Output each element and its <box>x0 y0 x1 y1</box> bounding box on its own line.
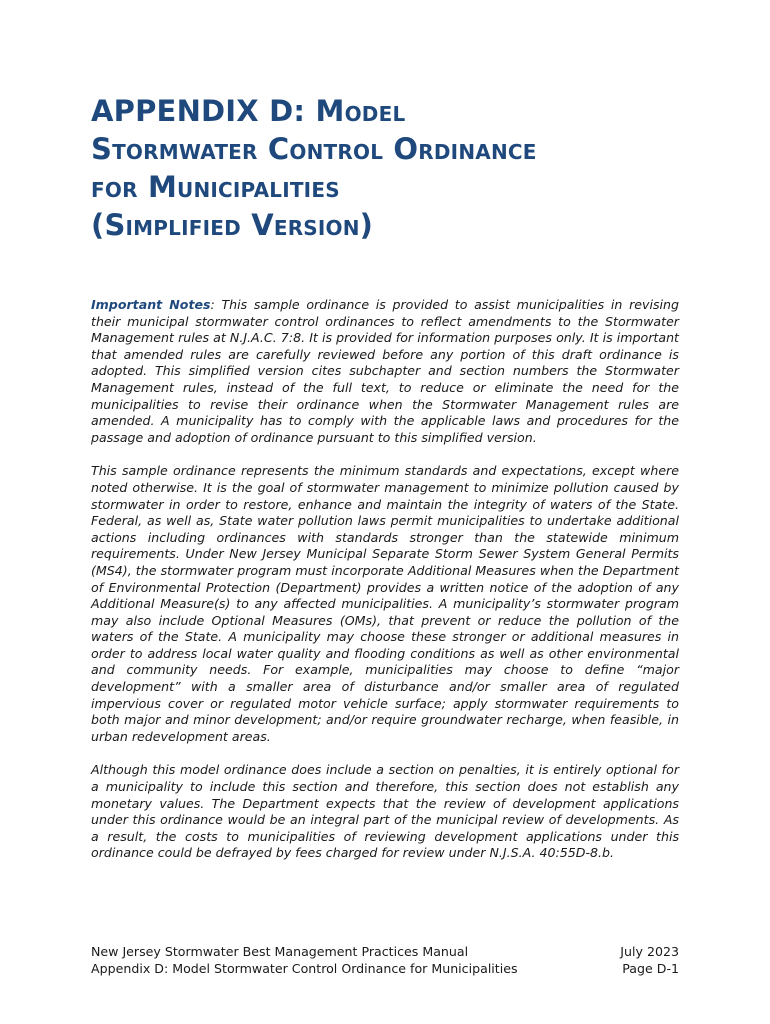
footer-page-number: Page D-1 <box>622 960 679 976</box>
important-notes-paragraph <box>91 297 679 446</box>
footer-date: July 2023 <box>620 944 679 959</box>
document-body <box>91 297 679 879</box>
footer-right <box>620 944 679 977</box>
document-page <box>91 0 679 1024</box>
footer-left <box>91 944 518 977</box>
footer-appendix-title: Appendix D: Model Stormwater Control Ordinance for Municipalities <box>91 960 518 976</box>
title-line-3: for Municipalities <box>91 170 340 204</box>
ordinance-standards-paragraph: This sample ordinance represents the minimum standards and expectations, except where noted otherwise. It is the goal of stormwater management to minimize pollution caused by stormwater in order to restore, enhance and maintain the integrity of waters of the State. Federal, as well as, State water pollution laws permit municipalities to undertake additional actions including ordinances with standards stronger than the statewide minimum requirements. Under New Jersey Municipal Separate Storm Sewer System General Permits (MS4), the stormwater program must incorporate Additional Measures when the Department of Environmental Protection (Department) provides a written notice of the adoption of any Additional Measure(s) to any affected municipalities. A municipality’s stormwater program may also include Optional Measures (OMs), that prevent or reduce the pollution of the waters of the State. A municipality may choose these stronger or additional measures in order to address local water quality and flooding conditions as well as other environmental and community needs. For example, municipalities may choose to define “major development” with a smaller area of disturbance and/or smaller area of regulated impervious cover or regulated motor vehicle surface; apply stormwater requirements to both major and minor development; and/or require groundwater recharge, when feasible, in urban redevelopment areas. <box>91 463 679 744</box>
important-notes-text: : This sample ordinance is provided to assist municipalities in revising their municipal stormwater control ordinances to reflect amendments to the Stormwater Management rules at N.J.A.C. 7:8. It is provided for information purposes only. It is important that amended rules are carefully reviewed before any portion of this draft ordinance is adopted. This simplified version cites subchapter and section numbers the Stormwater Management rules, instead of the full text, to reduce or eliminate the need for the municipalities to revise their ordinance when the Stormwater Management rules are amended. A municipality has to comply with the applicable laws and procedures for the passage and adoption of ordinance pursuant to this simplified version. <box>91 297 679 445</box>
footer-manual-title: New Jersey Stormwater Best Management Practices Manual <box>91 944 469 959</box>
title-line-1: APPENDIX D: Model <box>91 94 406 128</box>
document-title <box>91 92 711 244</box>
title-line-4: (Simplified Version) <box>91 208 374 242</box>
penalties-paragraph: Although this model ordinance does include a section on penalties, it is entirely optional for a municipality to include this section and therefore, this section does not establish any monetary values. The Department expects that the review of development applications under this ordinance would be an integral part of the municipal review of developments. As a result, the costs to municipalities of reviewing development applications under this ordinance could be defrayed by fees charged for review under N.J.S.A. 40:55D-8.b. <box>91 762 679 861</box>
important-notes-label: Important Notes <box>91 297 211 312</box>
title-line-2: Stormwater Control Ordinance <box>91 132 537 166</box>
